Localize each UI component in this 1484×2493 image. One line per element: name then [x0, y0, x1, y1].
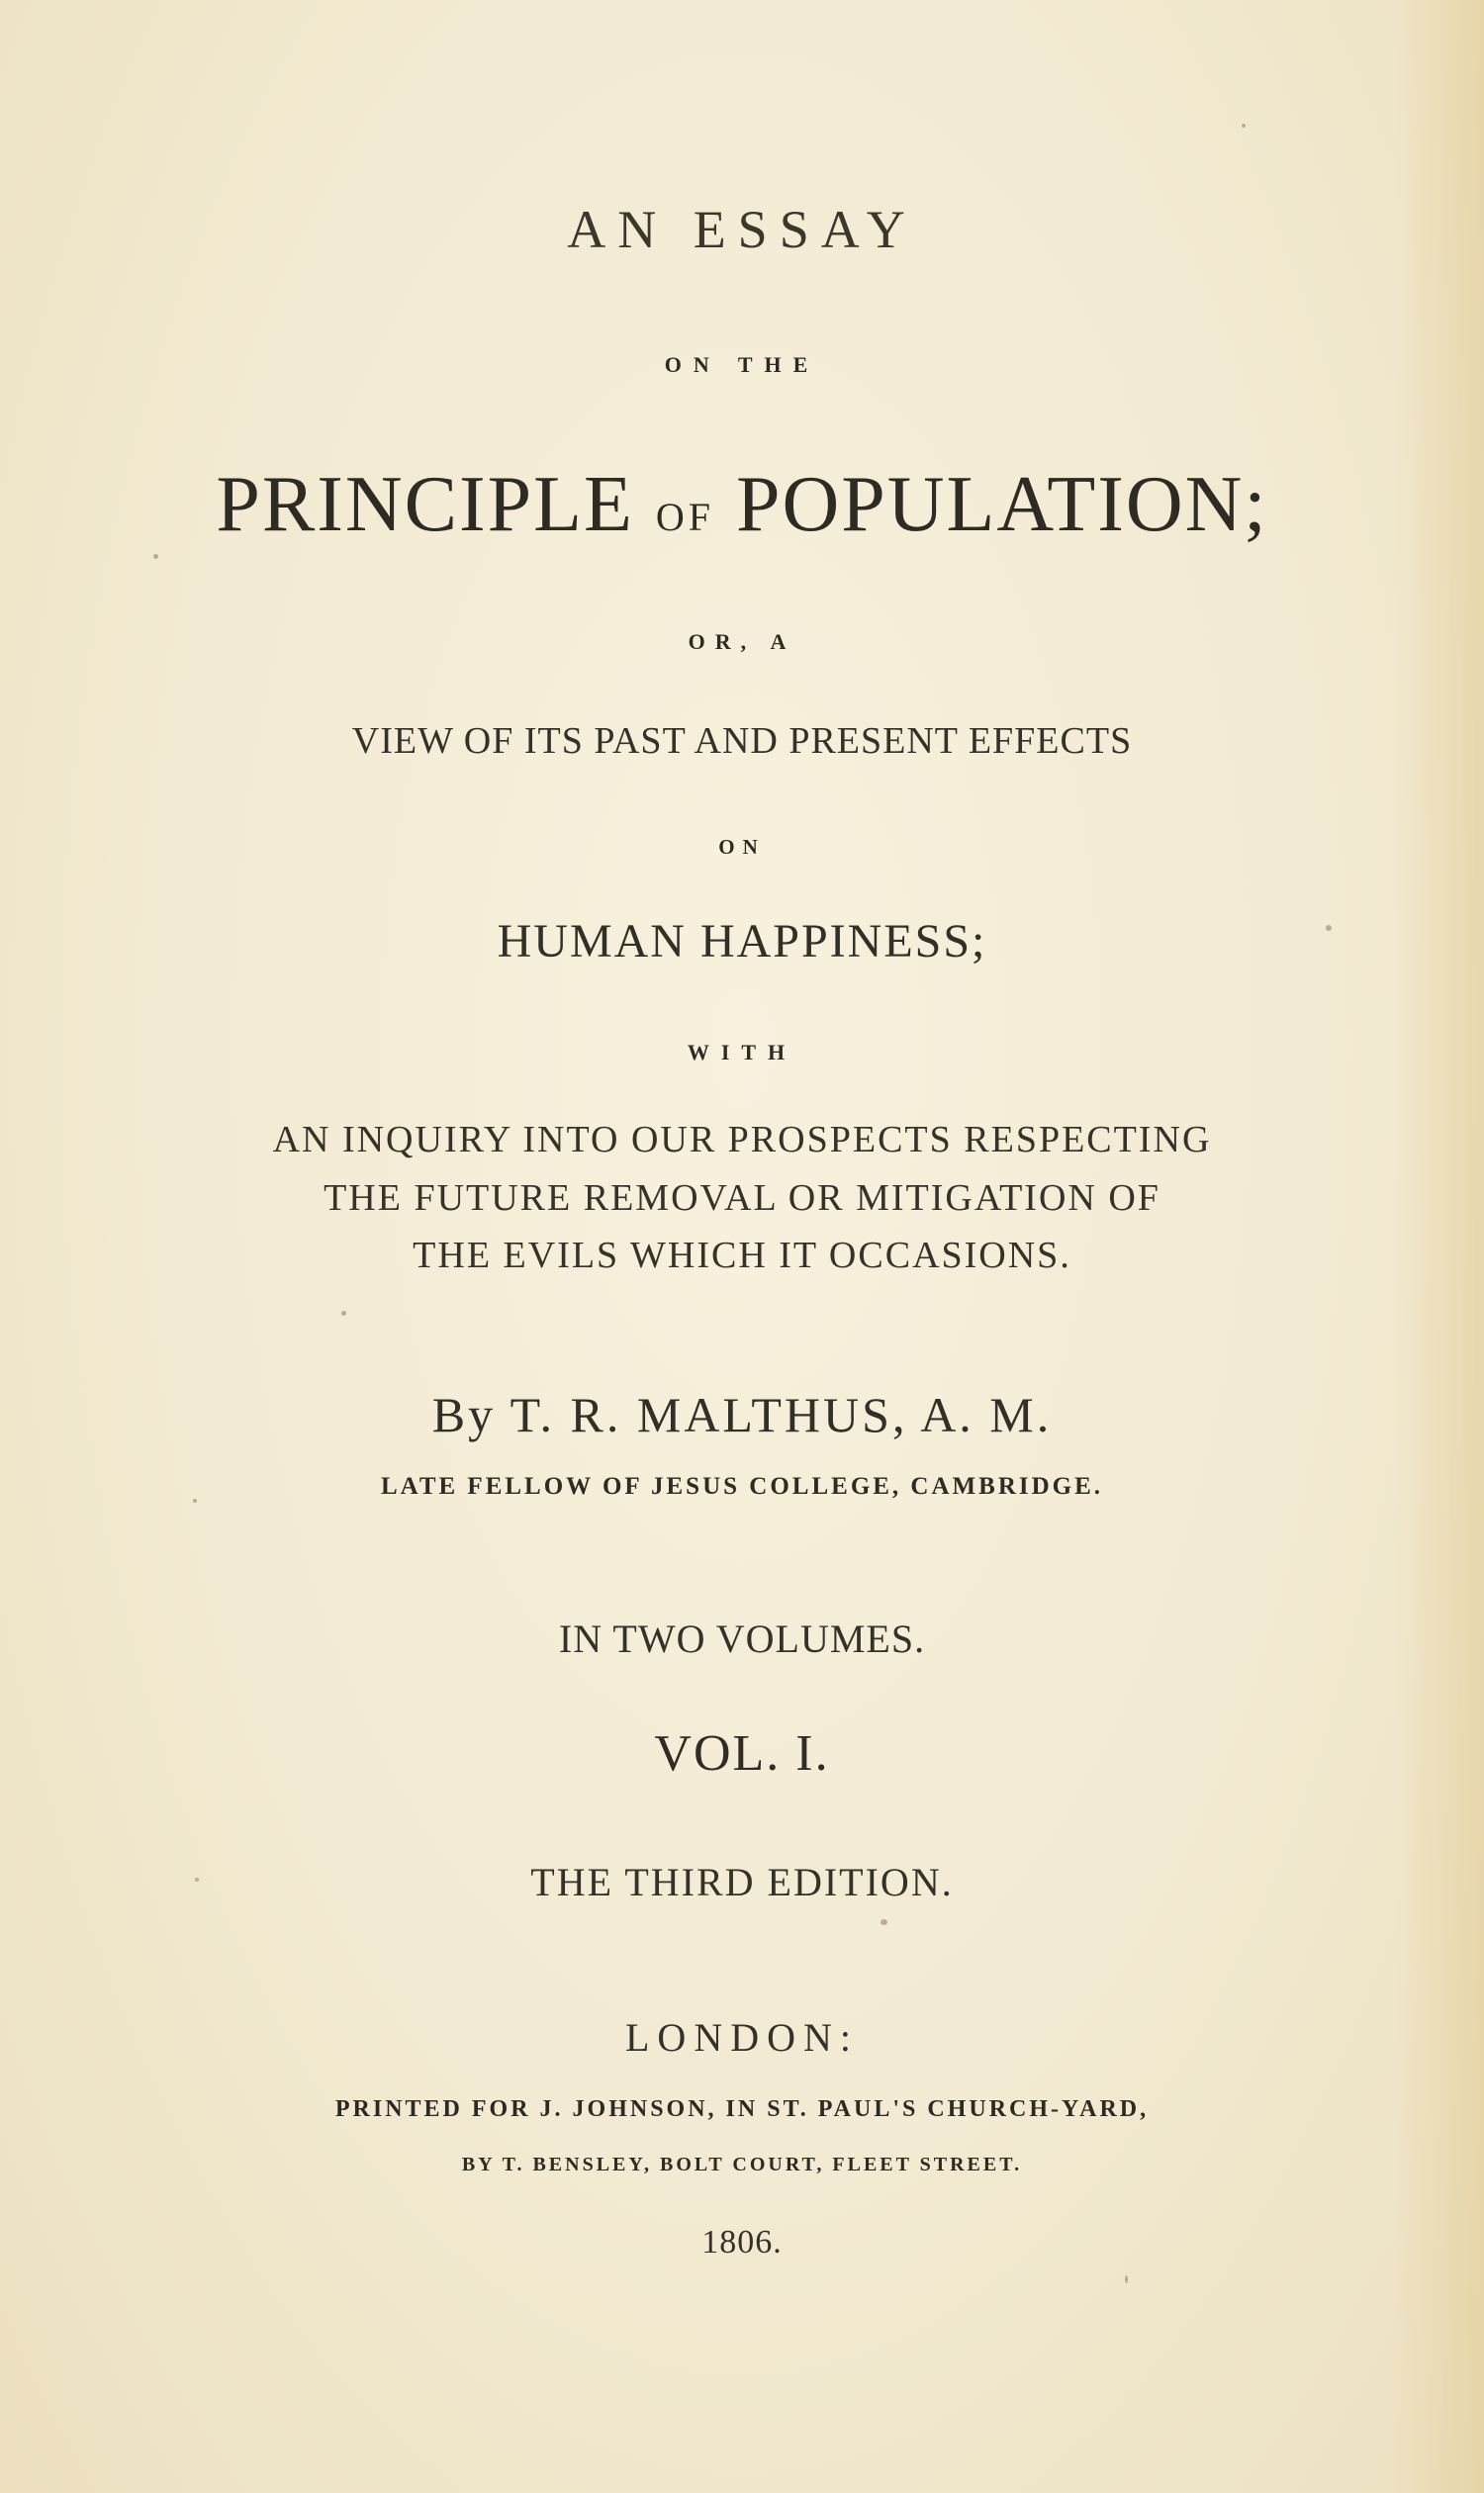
inquiry-line-2: THE FUTURE REMOVAL OR MITIGATION OF — [324, 1177, 1160, 1219]
volume-number: VOL. I. — [654, 1725, 830, 1782]
paper-speck — [1242, 124, 1246, 128]
main-title-of: OF — [655, 495, 715, 539]
inquiry-line-1: AN INQUIRY INTO OUR PROSPECTS RESPECTING — [272, 1119, 1212, 1160]
paper-speck — [881, 1919, 887, 1925]
imprint-printer: BY T. BENSLEY, BOLT COURT, FLEET STREET. — [461, 2154, 1023, 2175]
volumes-count: IN TWO VOLUMES. — [558, 1616, 926, 1661]
with-line: WITH — [687, 1040, 797, 1064]
imprint-place: LONDON: — [625, 2015, 859, 2060]
essay-heading: AN ESSAY — [567, 200, 917, 259]
on-the-line: ON THE — [664, 352, 820, 377]
author-affiliation: LATE FELLOW OF JESUS COLLEGE, CAMBRIDGE. — [380, 1473, 1104, 1500]
author-name: By T. R. MALTHUS, A. M. — [431, 1387, 1053, 1442]
main-title-principle: PRINCIPLE — [216, 461, 634, 548]
paper-speck — [153, 554, 158, 559]
inquiry-line-3: THE EVILS WHICH IT OCCASIONS. — [413, 1235, 1071, 1276]
imprint-publisher: PRINTED FOR J. JOHNSON, IN ST. PAUL'S CHURCH-YARD, — [334, 2096, 1150, 2122]
paper-speck — [1125, 2275, 1128, 2283]
or-a-line: OR, A — [688, 629, 796, 654]
paper-speck — [341, 1311, 346, 1316]
subtitle-human-happiness: HUMAN HAPPINESS; — [497, 915, 987, 968]
on-line: ON — [718, 835, 766, 859]
edition: THE THIRD EDITION. — [530, 1860, 954, 1904]
paper-speck — [195, 1878, 199, 1882]
subtitle-view: VIEW OF ITS PAST AND PRESENT EFFECTS — [351, 720, 1133, 762]
paper-speck — [1326, 925, 1332, 931]
imprint-year: 1806. — [701, 2224, 783, 2261]
main-title-population: POPULATION; — [736, 461, 1268, 548]
main-title — [0, 461, 1484, 548]
paper-speck — [193, 1499, 197, 1503]
